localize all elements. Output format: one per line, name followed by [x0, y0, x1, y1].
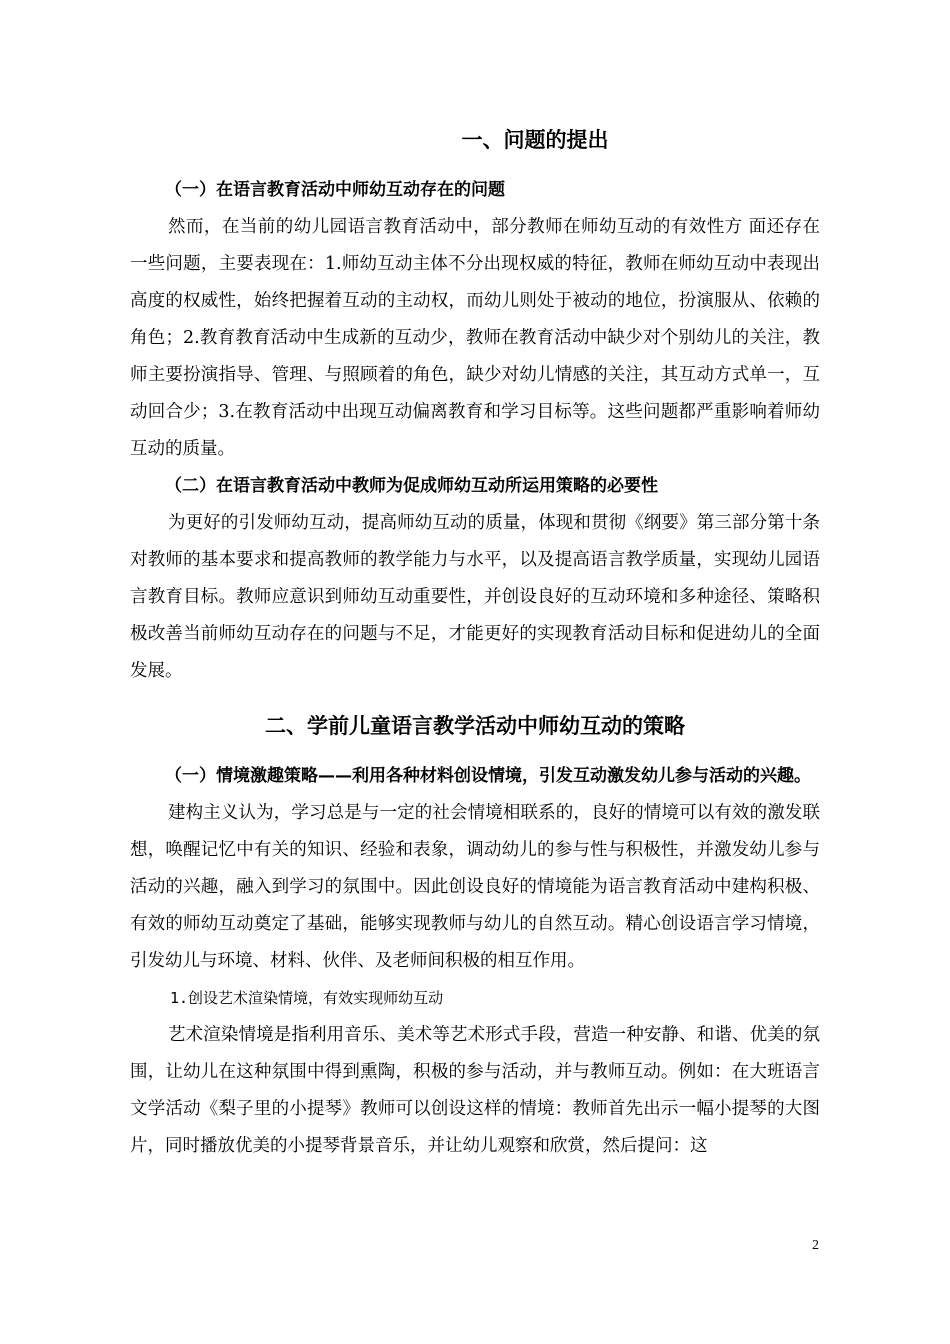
- page-number: 2: [812, 1238, 819, 1253]
- section-1-sub-1-heading: （一）在语言教育活动中师幼互动存在的问题: [165, 180, 505, 200]
- section-2-sub-1-heading: （一）情境激趣策略——利用各种材料创设情境，引发互动激发幼儿参与活动的兴趣。: [165, 766, 811, 786]
- section-1-sub-2-heading: （二）在语言教育活动中教师为促成师幼互动所运用策略的必要性: [165, 476, 658, 496]
- section-1-sub-2-paragraph: 为更好的引发师幼互动，提高师幼互动的质量，体现和贯彻《纲要》第三部分第十条对教师的基本要求和提高教师的教学能力与水平，以及提高语言教学质量，实现幼儿园语言教育目标。教师应意识到师幼互动重要性，并创设良好的互动环境和多种途径、策略积极改善当前师幼互动存在的问题与不足，才能更好的实现教育活动目标和促进幼儿的全面发展。: [130, 513, 820, 681]
- section-2-item-1-paragraph: 艺术渲染情境是指利用音乐、美术等艺术形式手段，营造一种安静、和谐、优美的氛围，让幼儿在这种氛围中得到熏陶，积极的参与活动，并与教师互动。例如：在大班语言文学活动《梨子里的小提琴》教师可以创设这样的情境：教师首先出示一幅小提琴的大图片，同时播放优美的小提琴背景音乐，并让幼儿观察和欣赏，然后提问：这: [130, 1025, 820, 1156]
- section-1-heading: 一、问题的提出: [461, 128, 609, 152]
- section-2-item-1-heading: 1.创设艺术渲染情境，有效实现师幼互动: [170, 989, 444, 1007]
- section-2-sub-1-paragraph: 建构主义认为，学习总是与一定的社会情境相联系的，良好的情境可以有效的激发联想，唤醒记忆中有关的知识、经验和表象，调动幼儿的参与性与积极性，并激发幼儿参与活动的兴趣，融入到学习的氛围中。因此创设良好的情境能为语言教育活动中建构积极、有效的师幼互动奠定了基础，能够实现教师与幼儿的自然互动。精心创设语言学习情境，引发幼儿与环境、材料、伙伴、及老师间积极的相互作用。: [130, 803, 820, 971]
- section-2-heading: 二、学前儿童语言教学活动中师幼互动的策略: [265, 714, 685, 738]
- section-1-sub-1-paragraph: 然而，在当前的幼儿园语言教育活动中，部分教师在师幼互动的有效性方 面还存在一些问题，主要表现在：1.师幼互动主体不分出现权威的特征，教师在师幼互动中表现出高度的权威性，始终把握着互动的主动权，而幼儿则处于被动的地位，扮演服从、依赖的角色；2.教育教育活动中生成新的互动少，教师在教育活动中缺少对个别幼儿的关注，教师主要扮演指导、管理、与照顾着的角色，缺少对幼儿情感的关注，其互动方式单一，互动回合少；3.在教育活动中出现互动偏离教育和学习目标等。这些问题都严重影响着师幼互动的质量。: [130, 217, 820, 459]
- page-content: [130, 118, 820, 1165]
